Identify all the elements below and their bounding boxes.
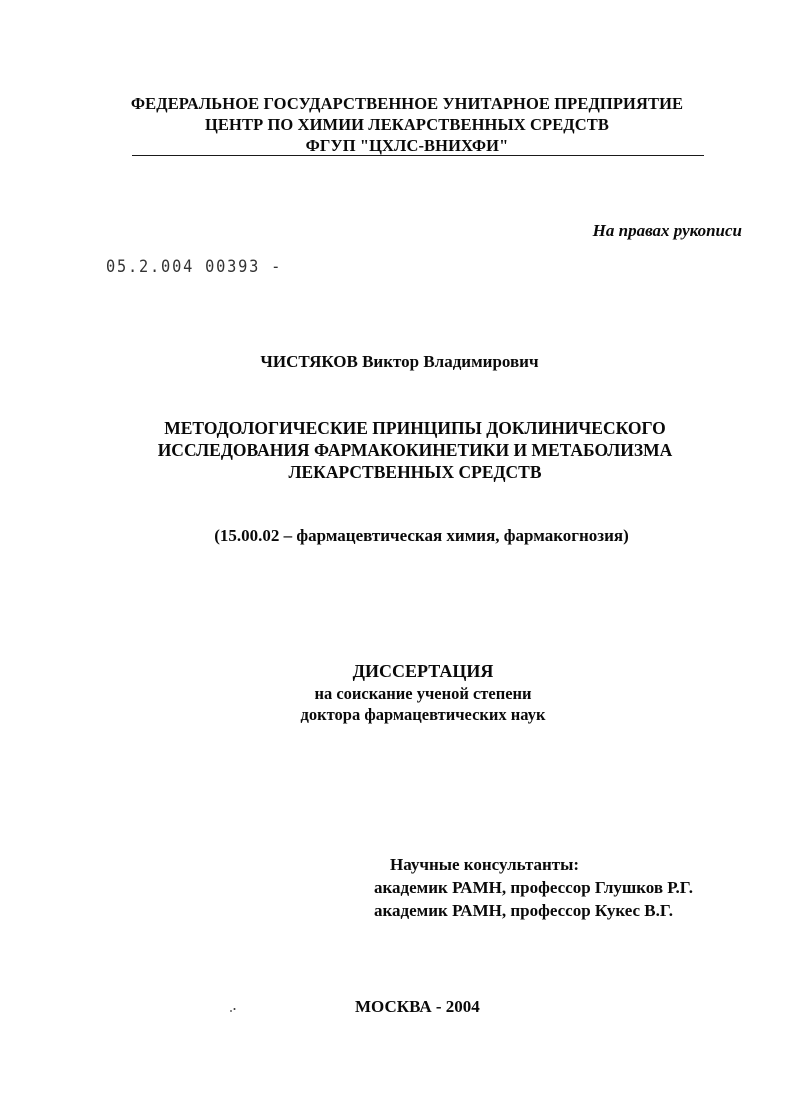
speciality-code: (15.00.02 – фармацевтическая химия, фармакогнозия) — [214, 526, 629, 545]
header-divider — [132, 155, 704, 156]
document-type: ДИССЕРТАЦИЯ — [352, 661, 494, 681]
organization-line-3: ФГУП "ЦХЛС-ВНИХФИ" — [305, 136, 509, 155]
title-line-1: МЕТОДОЛОГИЧЕСКИЕ ПРИНЦИПЫ ДОКЛИНИЧЕСКОГО — [164, 418, 666, 438]
scientific-consultants — [374, 853, 693, 922]
degree-line-1: на соискание ученой степени — [314, 684, 532, 703]
consultants-heading: Научные консультанты: — [390, 855, 580, 874]
organization-header — [100, 93, 714, 156]
city-and-year: МОСКВА - 2004 — [355, 997, 480, 1016]
title-line-2: ИССЛЕДОВАНИЯ ФАРМАКОКИНЕТИКИ И МЕТАБОЛИЗМА — [157, 440, 673, 460]
degree-line-2: доктора фармацевтических наук — [300, 705, 546, 724]
scan-speck — [229, 1007, 237, 1013]
consultant-item: академик РАМН, профессор Кукес В.Г. — [374, 901, 673, 920]
document-type-block — [200, 659, 646, 725]
organization-line-2: ЦЕНТР ПО ХИМИИ ЛЕКАРСТВЕННЫХ СРЕДСТВ — [205, 115, 609, 134]
author-name: ЧИСТЯКОВ Виктор Владимирович — [260, 352, 539, 371]
dissertation-title — [100, 417, 730, 483]
title-line-3: ЛЕКАРСТВЕННЫХ СРЕДСТВ — [288, 462, 542, 482]
consultant-item: академик РАМН, профессор Глушков Р.Г. — [374, 878, 693, 897]
library-stamp-number: 05.2.004 00393 - — [106, 257, 283, 277]
organization-line-1: ФЕДЕРАЛЬНОЕ ГОСУДАРСТВЕННОЕ УНИТАРНОЕ ПРЕДПРИЯТИЕ — [130, 94, 684, 113]
manuscript-note: На правах рукописи — [592, 221, 742, 240]
